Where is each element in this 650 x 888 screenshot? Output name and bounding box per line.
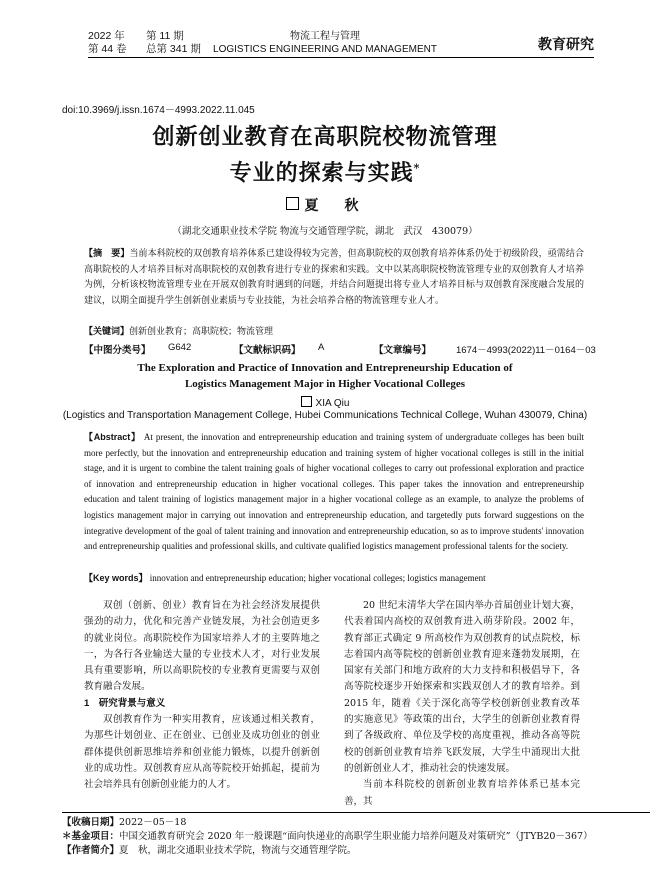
footnote-rule	[62, 812, 650, 813]
running-header-journal	[200, 30, 450, 56]
author-en-box-icon	[301, 396, 312, 407]
body-left-paragraph-1: 双创（创新、创业）教育旨在为社会经济发展提供强劲的动力，优化和完善产业链发展，为社会创造更多的就业岗位。高职院校作为国家培养人才的主要阵地之一，为各行各业输送大量的专业技术人才，对行业发展具有重要影响，所以高职院校的专业教育更需要与双创教育融合发展。	[84, 600, 320, 693]
abstract-cn	[84, 247, 584, 309]
keywords-cn-label: 【关键词】	[84, 327, 130, 337]
header-rule	[88, 57, 594, 58]
body-right-paragraph-2: 当前本科院校的创新创业教育培养体系已基本完善，其	[344, 779, 580, 807]
header-volume: 第 44 卷	[88, 43, 127, 55]
author-box-icon	[286, 197, 299, 210]
doi: doi:10.3969/j.issn.1674－4993.2022.11.045	[62, 105, 255, 116]
header-total: 总第 341 期	[146, 43, 201, 55]
affiliation-en: (Logistics and Transportation Management College, Hubei Communications Technical College, Wuhan 430079, China)	[62, 410, 588, 421]
body-column-right	[344, 598, 580, 810]
author-cn-line	[0, 195, 650, 215]
abstract-en-label: 【Abstract】	[84, 432, 141, 442]
article-no-value: 1674－4993(2022)11－0164－03	[456, 345, 596, 356]
received-date: 2022－05－18	[119, 817, 187, 828]
abstract-en-text: At present, the innovation and entrepreneurship education and training system of undergraduate colleges has been built more perfectly, but the innovation and entrepreneurship education and training system of higher vocational colleges is still in the initial stage, and it is urgent to combine the talent training goals of higher vocational colleges to carry out professional exploration and practice of innovation and entrepreneurship education in higher vocational colleges. This paper takes the innovation and entrepreneurship education and talent training of logistics management major in a higher vocational college as an example, to analyze the problems of logistics management major in carrying out innovation and entrepreneurship education, and targetedly puts forward suggestions on the integrative development of the goal of talent training and innovation and entrepreneurship education, so as to improve students' innovation and entrepreneurship qualities and professional skills, and cultivate qualified logistics management professional talents for the society.	[84, 432, 584, 552]
title-cn-line2-wrap	[0, 156, 650, 187]
article-no-label: 【文章编号】	[374, 345, 432, 356]
body-left-paragraph-2: 双创教育作为一种实用教育，应该通过相关教育，为那些计划创业、正在创业、已创业及成功创业的创业群体提供创新思维培养和创业能力锻炼，以提升创新创业的成功性。双创教育应从高等院校开始抓起，提前为社会培养具有创新创业能力的人才。	[84, 714, 320, 791]
keywords-en-text: innovation and entrepreneurship education; higher vocational colleges; logistics management	[147, 573, 486, 583]
clc-label: 【中图分类号】	[84, 345, 151, 356]
keywords-en-label: 【Key words】	[84, 573, 148, 583]
fund-label: ＊基金项目：	[62, 831, 120, 842]
journal-name-cn: 物流工程与管理	[290, 31, 360, 42]
footnote-fund	[62, 830, 650, 844]
running-header-left	[88, 30, 201, 56]
author-bio-text: 夏 秋，湖北交通职业技术学院，物流与交通管理学院。	[119, 845, 357, 856]
title-en-line1: The Exploration and Practice of Innovation and Entrepreneurship Education of	[137, 362, 513, 374]
footnote-received	[62, 816, 186, 830]
keywords-cn	[84, 325, 584, 341]
author-cn: 夏 秋	[304, 198, 365, 214]
footnote-author	[62, 844, 357, 858]
author-en-line	[0, 396, 650, 409]
author-bio-label: 【作者简介】	[62, 845, 120, 856]
affiliation-cn: （湖北交通职业技术学院 物流与交通管理学院，湖北 武汉 430079）	[172, 226, 478, 237]
header-year: 2022 年	[88, 30, 125, 42]
section-heading-1: 1 研究背景与意义	[84, 697, 166, 709]
abstract-cn-text: 当前本科院校的双创教育培养体系已建设得较为完善，但高职院校的双创教育培养体系仍处于初级阶段，亟需结合高职院校的人才培养目标对高职院校的双创教育进行专业的探索和实践。文中以某高职院校物流管理专业的双创教育人才培养为例，分析该校物流管理专业在开展双创教育时遇到的问题，并结合问题提出将专业人才培养目标与双创教育深度融合发展的建议，以期全面提升学生创新创业素质与专业技能，为社会培养合格的物流管理专业人才。	[84, 249, 584, 306]
fund-text: 中国交通教育研究会 2020 年一般课题“面向快递业的高职学生职业能力培养问题及对策研究”（JTYB20－367）	[119, 831, 593, 842]
received-label: 【收稿日期】	[62, 817, 120, 828]
header-issue: 第 11 期	[146, 30, 184, 42]
title-footnote-mark: *	[413, 161, 421, 175]
doc-code-value: A	[318, 342, 325, 353]
body-right-paragraph-1: 20 世纪末清华大学在国内举办首届创业计划大赛，代表着国内高校的双创教育进入萌芽阶段。2002 年，教育部正式确定 9 所高校作为双创教育的试点院校，标志着国内高等院校的创新创业教育迎来蓬勃发展期，在国家有关部门和地方政府的大力支持和积极倡导下，各高等院校逐步开始探索和实践双创人才的教育培养。到 2015 年，随着《关于深化高等学校创新创业教育改革的实施意见》等政策的出台，大学生的创新创业教育得到了各级政府、单位及学校的高度重视，推动各高等院校的创新创业教育培养飞跃发展，大学生中涌现出大批的创新创业人才，推动社会的快速发展。	[344, 600, 580, 774]
title-en-line2: Logistics Management Major in Higher Vocational Colleges	[184, 378, 466, 390]
keywords-en	[84, 571, 584, 587]
abstract-cn-label: 【摘 要】	[84, 249, 130, 259]
body-column-left	[84, 598, 320, 794]
title-cn-line1: 创新创业教育在高职院校物流管理	[152, 124, 498, 150]
clc-value: G642	[168, 342, 192, 353]
abstract-en	[84, 430, 584, 555]
author-en: XIA Qiu	[315, 398, 350, 409]
section-name: 教育研究	[538, 36, 594, 52]
journal-name-en: LOGISTICS ENGINEERING AND MANAGEMENT	[213, 44, 437, 55]
classification-row	[0, 342, 650, 356]
title-cn-line2: 专业的探索与实践	[229, 160, 414, 186]
keywords-cn-text: 创新创业教育；高职院校；物流管理	[129, 327, 274, 337]
doc-code-label: 【文献标识码】	[234, 345, 301, 356]
